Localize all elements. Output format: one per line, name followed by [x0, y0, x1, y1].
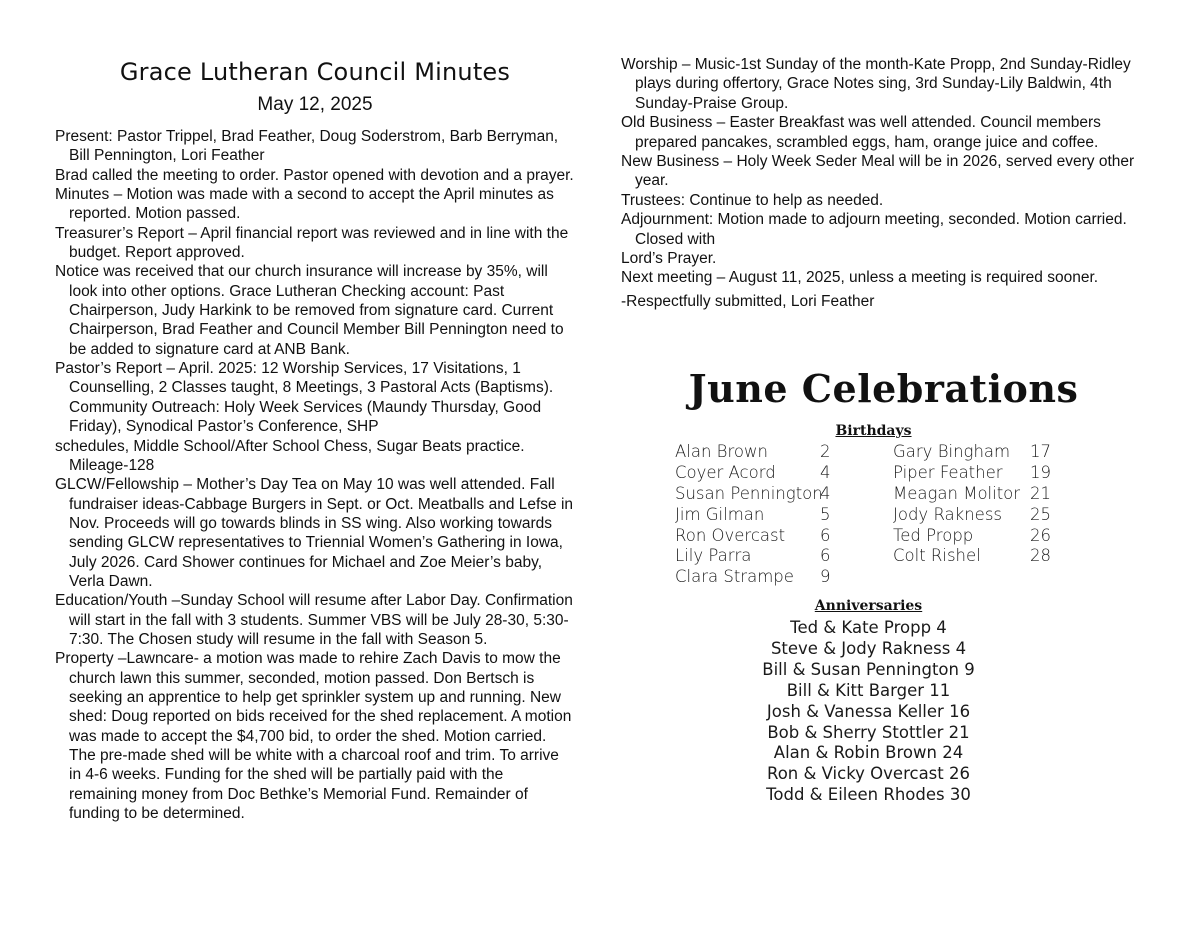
anniversaries-heading: Anniversaries — [814, 598, 923, 614]
birthday-day: 19 — [1030, 462, 1051, 482]
birthday-name: Meagan Molitor — [893, 483, 1021, 503]
birthday-name: Gary Bingham — [893, 442, 1011, 461]
birthday-day: 2 — [820, 442, 831, 461]
birthday-day: 26 — [1030, 525, 1051, 545]
submitted-name: Lori Feather — [786, 292, 875, 310]
birthdays-list-right — [893, 442, 1050, 567]
birthday-name: Piper Feather — [893, 462, 1003, 482]
present-paragraph: Present: Pastor Trippel, Brad Feather, Doug Soderstrom, Barb Berryman, Bill Pennington, Lori Feather — [55, 128, 559, 165]
celebrations-title: June Celebrations — [688, 366, 1079, 411]
anniversary-item: Ted & Kate Propp 4 — [790, 618, 947, 637]
birthday-name: Susan Pennington — [675, 483, 823, 503]
birthday-day: 28 — [1030, 546, 1051, 566]
birthday-name: Clara Strampe — [675, 567, 794, 587]
anniversary-item: Ron & Vicky Overcast 26 — [766, 764, 970, 784]
birthday-name: Alan Brown — [675, 442, 768, 461]
birthday-row — [675, 546, 840, 567]
anniversaries-list — [621, 618, 1116, 806]
anniversary-item: Josh & Vanessa Keller 16 — [766, 701, 971, 721]
education-youth-paragraph: Education/Youth –Sunday School will resume after Labor Day. Confirmation will start in the fall with 3 students. Summer VBS will be July 28-30, 5:30-7:30. The Chosen study will resume in the fall with Season 5. — [55, 592, 573, 648]
birthday-row — [675, 526, 840, 547]
call-to-order-paragraph: Brad called the meeting to order. Pastor opened with devotion and a prayer. — [55, 166, 574, 184]
new-business-paragraph: New Business – Holy Week Seder Meal will be in 2026, served every other year. — [621, 153, 1135, 190]
next-meeting-paragraph: Next meeting – August 11, 2025, unless a meeting is required sooner. — [621, 269, 1099, 287]
anniversary-item: Steve & Jody Rakness 4 — [770, 638, 967, 658]
birthdays-heading: Birthdays — [835, 423, 912, 439]
submitted-prefix: -Respectfully submitted — [621, 292, 783, 310]
birthday-name: Jody Rakness — [893, 504, 1003, 524]
birthday-row — [893, 463, 1050, 484]
birthday-day: 17 — [1030, 442, 1051, 461]
birthday-row — [675, 567, 840, 588]
birthday-day: 6 — [820, 525, 831, 545]
birthday-row — [893, 484, 1050, 505]
birthday-day: 4 — [820, 483, 831, 503]
birthday-row — [893, 526, 1050, 547]
submitted-comma: , — [782, 292, 787, 310]
trustees-paragraph: Trustees: Continue to help as needed. — [621, 191, 884, 209]
anniversary-item: Bill & Susan Pennington 9 — [762, 659, 975, 679]
birthday-row — [893, 505, 1050, 526]
anniversary-item: Alan & Robin Brown 24 — [773, 743, 964, 763]
property-paragraph: Property –Lawncare- a motion was made to rehire Zach Davis to mow the church lawn this summer, seconded, motion passed. Don Bertsch is seeking an apprentice to help get sprinkler system up and running. New shed: Doug reported on bids received for the shed replacement. A motion was made to accept the $4,700 bid, to order the shed. Motion carried. The pre-made shed will be white with a charcoal roof and trim. To arrive in 4-6 weeks. Funding for the shed will be partially paid with the remaining money from Doc Bethke’s Memorial Fund. Remainder of funding to be determined. — [55, 650, 572, 823]
birthday-row — [893, 546, 1050, 567]
adjournment-paragraph: Adjournment: Motion made to adjourn meeting, seconded. Motion carried. Closed with — [621, 211, 1127, 248]
birthday-day: 21 — [1030, 483, 1051, 503]
birthday-day: 6 — [820, 546, 831, 566]
anniversary-item: Bob & Sherry Stottler 21 — [767, 722, 970, 742]
pastor-report-paragraph: Pastor’s Report – April. 2025: 12 Worship Services, 17 Visitations, 1 Counselling, 2 Classes taught, 8 Meetings, 3 Pastoral Acts (Baptisms). Community Outreach: Holy Week Services (Maundy Thursday, Good Friday), Synodical Pastor’s Conference, SHP — [55, 360, 554, 436]
birthday-row — [675, 505, 840, 526]
minutes-title: Grace Lutheran Council Minutes — [119, 58, 511, 86]
birthday-row — [675, 442, 840, 463]
minutes-body-right — [621, 55, 1146, 311]
birthday-name: Lily Parra — [675, 546, 752, 566]
birthday-name: Colt Rishel — [893, 546, 981, 566]
birthday-name: Ron Overcast — [675, 525, 786, 545]
lords-prayer-line: Lord’s Prayer. — [621, 250, 717, 268]
birthdays-list-left — [675, 442, 840, 588]
fellowship-paragraph: GLCW/Fellowship – Mother’s Day Tea on May 10 was well attended. Fall fundraiser ideas-Cabbage Burgers in Sept. or Oct. Meatballs and Lefse in Nov. Proceeds will go towards blinds in SS wing. Also working towards sending GLCW representatives to Triennial Women’s Gathering in Iowa, July 2026. Card Shower continues for Michael and Zoe Meier’s baby, Verla Dawn. — [55, 476, 574, 590]
birthday-day: 4 — [820, 462, 831, 482]
birthday-row — [675, 463, 840, 484]
anniversary-item: Todd & Eileen Rhodes 30 — [766, 785, 971, 805]
minutes-paragraph: Minutes – Motion was made with a second to accept the April minutes as reported. Motion passed. — [55, 186, 554, 223]
pastor-report-continued: schedules, Middle School/After School Chess, Sugar Beats practice. Mileage-128 — [55, 437, 525, 474]
submitted-by-line — [621, 292, 1146, 311]
minutes-body-left — [55, 127, 575, 823]
birthday-name: Jim Gilman — [675, 504, 765, 524]
birthday-row — [675, 484, 840, 505]
insurance-notice-paragraph: Notice was received that our church insurance will increase by 35%, will look into other options. Grace Lutheran Checking account: Past Chairperson, Judy Harkink to be removed from signature card. Current Chairperson, Brad Feather and Council Member Bill Pennington need to be added to signature card at ANB Bank. — [55, 263, 564, 358]
old-business-paragraph: Old Business – Easter Breakfast was well attended. Council members prepared pancakes, scrambled eggs, ham, orange juice and coffee. — [621, 114, 1101, 151]
birthday-day: 9 — [820, 567, 831, 587]
worship-paragraph: Worship – Music-1st Sunday of the month-Kate Propp, 2nd Sunday-Ridley plays during offertory, Grace Notes sing, 3rd Sunday-Lily Baldwin, 4th Sunday-Praise Group. — [621, 56, 1131, 112]
birthday-name: Ted Propp — [893, 525, 974, 545]
birthday-day: 25 — [1030, 504, 1051, 524]
treasurer-report-paragraph: Treasurer’s Report – April financial report was reviewed and in line with the budget. Report approved. — [55, 224, 569, 262]
minutes-date: May 12, 2025 — [257, 94, 373, 115]
birthday-row — [893, 442, 1050, 463]
birthday-name: Coyer Acord — [675, 462, 776, 482]
birthday-day: 5 — [820, 504, 831, 524]
anniversary-item: Bill & Kitt Barger 11 — [786, 680, 951, 700]
